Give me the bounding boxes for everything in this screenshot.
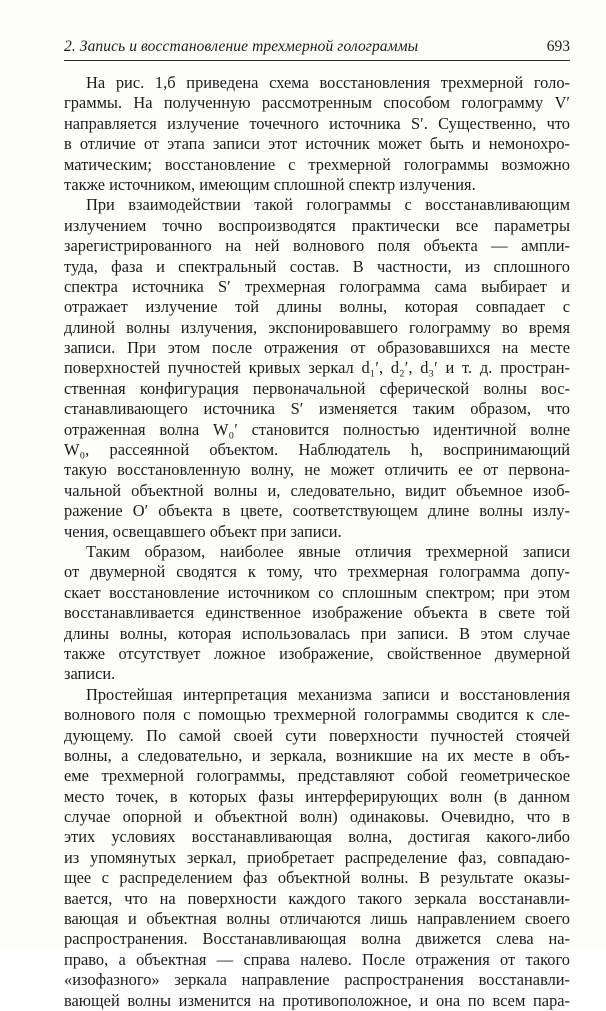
- text-line: Таким образом, наиболее явные отличия трехмерной записи: [86, 541, 570, 561]
- running-title: 2. Запись и восстановление трехмерной голограммы: [64, 38, 419, 55]
- text-line: этих условиях восстанавливающая волна, достигая какого-либо: [64, 827, 570, 847]
- paragraph-1: [64, 73, 570, 195]
- text-line: длиной волны излучения, экспонировавшего голограмму во время: [64, 317, 570, 337]
- text-line: ственная конфигурация первоначальной сферической волны вос-: [64, 378, 570, 398]
- text-line: направляется излучение точечного источника S′. Существенно, что: [64, 113, 570, 133]
- text-line: такую восстановленную волну, не может отличить ее от первона-: [64, 460, 570, 480]
- text-line: На рис. 1,б приведена схема восстановления трехмерной голо-: [86, 73, 570, 92]
- page-number: 693: [546, 38, 570, 55]
- text-line: чения, освещавшего объект при записи.: [64, 521, 342, 541]
- text-line: отраженная волна W₀′ становится полностью идентичной волне: [64, 419, 570, 439]
- text-line: от двумерной сводятся к тому, что трехмерная голограмма допу-: [64, 562, 570, 582]
- text-line: также источником, имеющим сплошной спектр излучения.: [64, 174, 476, 194]
- text-line: право, а объектная — справа налево. После отражения от такого: [64, 949, 570, 969]
- text-line: распространения. Восстанавливающая волна движется слева на-: [64, 929, 570, 949]
- text-line: еме трехмерной голограммы, представляют собой геометрическое: [64, 766, 570, 786]
- text-line: туда, фаза и спектральный состав. В частности, из сплошного: [64, 256, 570, 276]
- text-line: граммы. На полученную рассмотренным способом голограмму V′: [64, 93, 570, 113]
- page-header: [64, 38, 570, 62]
- text-line: Простейшая интерпретация механизма записи и восстановления: [86, 684, 570, 704]
- body-text: [64, 73, 570, 1011]
- text-line: вается, что на поверхности каждого такого зеркала восстанавли-: [64, 888, 570, 908]
- text-line: место точек, в которых фазы интерферирующих волн (в данном: [64, 786, 570, 806]
- text-line: вающей волны изменится на противоположное, и она по всем пара-: [64, 990, 570, 1010]
- text-line: спектра источника S′ трехмерная голограмма сама выбирает и: [64, 276, 570, 296]
- text-line: станавливающего источника S′ изменяется таким образом, что: [64, 399, 570, 419]
- paragraph-3: [64, 542, 570, 685]
- text-line: ражение O′ объекта в цвете, соответствующем длине волны излу-: [64, 501, 570, 521]
- text-line: скает восстановление источником со сплошным спектром; при этом: [64, 582, 570, 602]
- text-line: излучением точно воспроизводятся практически все параметры: [64, 215, 570, 235]
- text-line: W₀, рассеянной объектом. Наблюдатель h, воспринимающий: [64, 440, 570, 460]
- text-line: также отсутствует ложное изображение, свойственное двумерной: [64, 643, 570, 663]
- text-line: записи.: [64, 664, 116, 684]
- text-line: волнового поля с помощью трехмерной голограммы сводится к сле-: [64, 705, 570, 725]
- text-line: записи. При этом после отражения от образовавшихся на месте: [64, 338, 570, 358]
- text-line: дующему. По самой своей сути поверхности пучностей стоячей: [64, 725, 570, 745]
- text-line: длины волны, которая использовалась при записи. В этом случае: [64, 623, 570, 643]
- text-line: поверхностей пучностей кривых зеркал d₁′, d₂′, d₃′ и т. д. простран-: [64, 358, 570, 378]
- text-line: в отличие от этапа записи этот источник может быть и немонохро-: [64, 134, 570, 154]
- paragraph-4: [64, 685, 570, 1011]
- text-line: восстанавливается единственное изображение объекта в свете той: [64, 603, 570, 623]
- text-line: щее с распределением фаз объектной волны. В результате оказы-: [64, 868, 570, 888]
- text-line: случае опорной и объектной волн) одинаковы. Очевидно, что в: [64, 807, 570, 827]
- text-line: вающая и объектная волны отличаются лишь направлением своего: [64, 909, 570, 929]
- text-line: отражает излучение той длины волны, которая совпадает с: [64, 297, 570, 317]
- text-line: зарегистрированного на ней волнового поля объекта — ампли-: [64, 236, 570, 256]
- text-line: «изофазного» зеркала направление распространения восстанавли-: [64, 970, 570, 990]
- paragraph-2: [64, 195, 570, 542]
- text-line: волны, а следовательно, и зеркала, возникшие на их месте в объ-: [64, 745, 570, 765]
- text-line: матическим; восстановление с трехмерной голограммы возможно: [64, 154, 570, 174]
- text-line: из упомянутых зеркал, приобретает распределение фаз, совпадаю-: [64, 847, 570, 867]
- header-rule: [64, 60, 570, 61]
- text-line: При взаимодействии такой голограммы с восстанавливающим: [86, 195, 570, 215]
- text-line: чальной объектной волны и, следовательно, видит объемное изоб-: [64, 480, 570, 500]
